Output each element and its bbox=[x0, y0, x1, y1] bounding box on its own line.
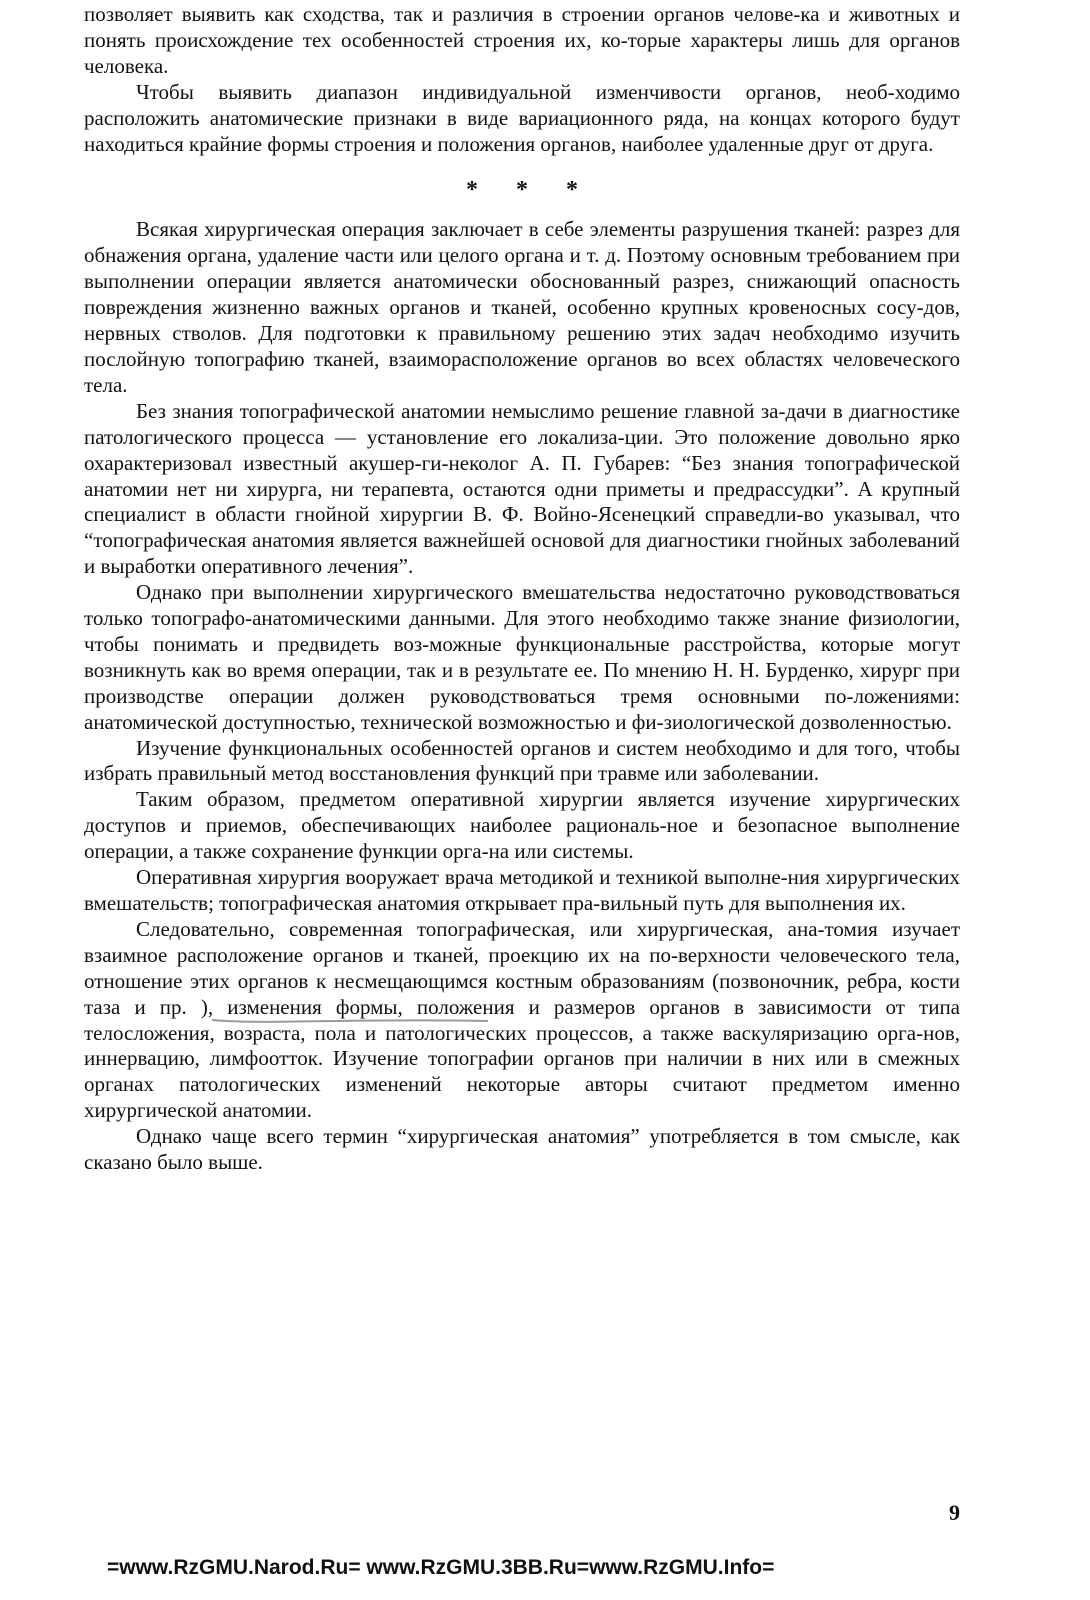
paragraph-term-usage: Однако чаще всего термин “хирургическая анатомия” употребляется в том смысле, как сказано было выше. bbox=[84, 1124, 960, 1175]
paragraph-modern-anatomy: Следовательно, современная топографическая, или хирургическая, ана-томия изучает взаимное расположение органов и тканей, проекцию их на по-верхности человеческого тела, отношение этих органов к несмещающимся костным образованиям (позвоночник, ребра, кости таза и пр. ), изменения формы, положения и размеров органов в зависимости от типа телосложения, возраста, пола и патологических процессов, а также васкуляризацию орга-нов, иннервацию, лимфоотток. Изучение топографии органов при наличии в них или в смежных органах патологических изменений некоторые авторы считают предметом именно хирургической анатомии. bbox=[84, 916, 960, 1123]
section-separator: * * * bbox=[466, 177, 594, 204]
paragraph-operative-surgery: Оперативная хирургия вооружает врача методикой и техникой выполне-ния хирургических вмешательств; топографическая анатомия открывает пра-вильный путь для выполнения их. bbox=[84, 865, 960, 915]
paragraph-continued: позволяет выявить как сходства, так и различия в строении органов челове-ка и животных и понять происхождение тех особенностей строения их, ко-торые характеры лишь для органов человека. bbox=[84, 2, 960, 78]
paragraph-functional-features: Изучение функциональных особенностей органов и систем необходимо и для того, чтобы избрать правильный метод восстановления функций при травме или заболевании. bbox=[84, 735, 960, 786]
footer-watermark: =www.RzGMU.Narod.Ru= www.RzGMU.3BB.Ru=www.RzGMU.Info= bbox=[107, 1556, 775, 1579]
paragraph-variability: Чтобы выявить диапазон индивидуальной изменчивости органов, необ-ходимо расположить анатомические признаки в виде вариационного ряда, на концах которого будут находиться крайние формы строения и положения органов, наиболее удаленные друг от друга. bbox=[84, 79, 960, 156]
paragraph-physiology: Однако при выполнении хирургического вмешательства недостаточно руководствоваться только топографо-анатомическими данными. Для этого необходимо также знание физиологии, чтобы понимать и предвидеть воз-можные функциональные расстройства, которые могут возникнуть как во время операции, так и в результате ее. По мнению Н. Н. Бурденко, хирург при производстве операции должен руководствоваться тремя основными по-ложениями: анатомической доступностью, технической возможностью и фи-зиологической дозволенностью. bbox=[84, 580, 960, 734]
page-body bbox=[84, 2, 960, 1176]
paragraph-subject-definition: Таким образом, предметом оперативной хирургии является изучение хирургических доступов и приемов, обеспечивающих наиболее рациональ-ное и безопасное выполнение операции, а также сохранение функции орга-на или системы. bbox=[84, 787, 960, 864]
page-number: 9 bbox=[949, 1500, 960, 1525]
paragraph-surgery-elements: Всякая хирургическая операция заключает в себе элементы разрушения тканей: разрез для обнажения органа, удаление части или целого органа и т. д. Поэтому основным требованием при выполнении операции является анатомически обоснованный разрез, снижающий опасность повреждения жизненно важных органов и тканей, особенно крупных кровеносных сосу-дов, нервных стволов. Для подготовки к правильному решению этих задач необходимо изучить послойную топографию тканей, взаиморасположение органов во всех областях человеческого тела. bbox=[84, 217, 960, 397]
paragraph-topographic-knowledge: Без знания топографической анатомии немыслимо решение главной за-дачи в диагностике патологического процесса — установление его локализа-ции. Это положение довольно ярко охарактеризовал известный акушер-ги-неколог А. П. Губарев: “Без знания топографической анатомии нет ни хирурга, ни терапевта, остаются одни приметы и предрассудки”. А крупный специалист в области гнойной хирургии В. Ф. Войно-Ясенецкий справедли-во указывал, что “топографическая анатомия является важнейшей основой для диагностики гнойных заболеваний и выработки оперативного лечения”. bbox=[84, 398, 960, 579]
